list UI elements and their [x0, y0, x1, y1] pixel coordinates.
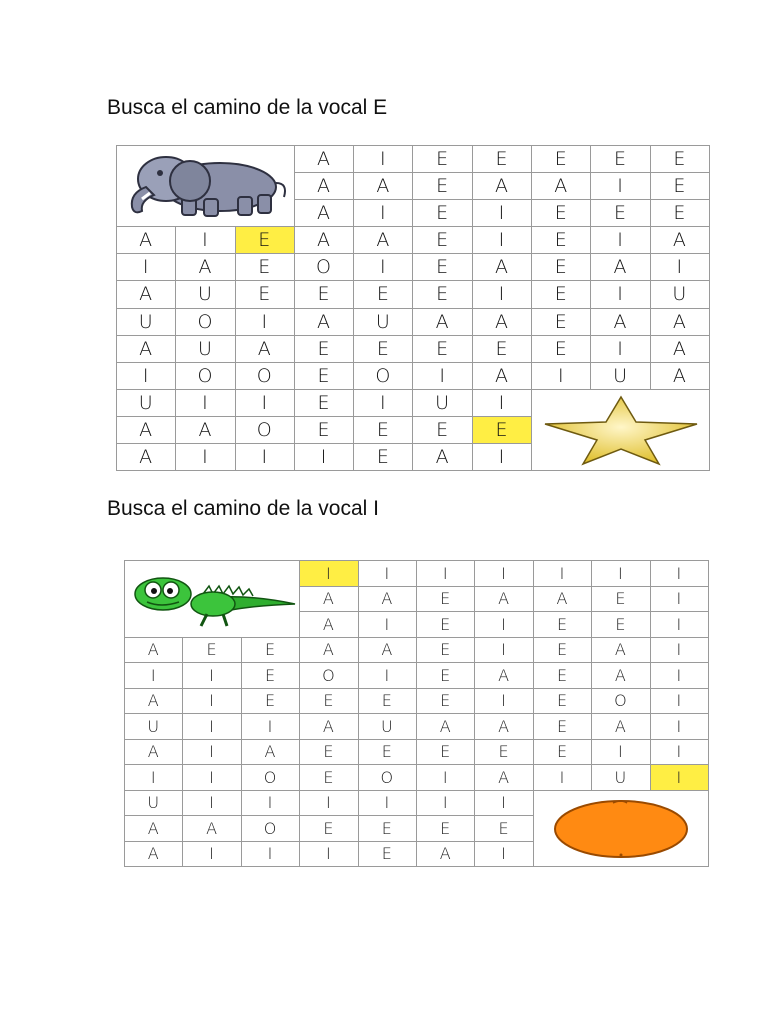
letter-cell: A [117, 417, 176, 444]
letter-cell: I [651, 638, 709, 664]
letter-cell: E [359, 740, 417, 766]
letter-cell: I [591, 281, 650, 308]
letter-cell: A [417, 714, 475, 740]
letter-cell: I [473, 444, 532, 471]
letter-cell: I [473, 281, 532, 308]
letter-cell: A [417, 842, 475, 868]
letter-cell: I [236, 390, 295, 417]
letter-cell: E [417, 638, 475, 664]
letter-cell: I [651, 587, 709, 613]
letter-cell: E [475, 816, 533, 842]
letter-cell: A [473, 254, 532, 281]
letter-cell: A [295, 227, 354, 254]
letter-cell: E [417, 689, 475, 715]
picture-star [532, 390, 710, 471]
highlighted-letter-cell: E [473, 417, 532, 444]
letter-cell: E [592, 587, 650, 613]
letter-cell: I [125, 663, 183, 689]
letter-cell: I [183, 714, 241, 740]
letter-cell: A [176, 417, 235, 444]
letter-cell: A [651, 227, 710, 254]
letter-cell: U [359, 714, 417, 740]
letter-cell: A [125, 842, 183, 868]
letter-cell: E [354, 281, 413, 308]
letter-cell: A [117, 336, 176, 363]
letter-cell: E [651, 146, 710, 173]
letter-cell: I [242, 842, 300, 868]
letter-cell: I [183, 842, 241, 868]
letter-cell: E [300, 816, 358, 842]
letter-cell: O [236, 417, 295, 444]
letter-cell: E [183, 638, 241, 664]
letter-cell: I [354, 200, 413, 227]
letter-cell: A [295, 309, 354, 336]
letter-cell: I [473, 200, 532, 227]
letter-cell: E [475, 740, 533, 766]
letter-cell: E [413, 227, 472, 254]
iguana-icon [127, 570, 297, 628]
letter-cell: E [300, 740, 358, 766]
letter-cell: O [359, 765, 417, 791]
letter-cell: I [592, 561, 650, 587]
letter-cell: O [295, 254, 354, 281]
letter-cell: O [592, 689, 650, 715]
letter-cell: I [359, 561, 417, 587]
letter-cell: E [295, 281, 354, 308]
letter-cell: E [532, 227, 591, 254]
letter-cell: I [183, 663, 241, 689]
letter-cell: A [125, 689, 183, 715]
letter-cell: I [417, 561, 475, 587]
letter-cell: I [300, 791, 358, 817]
letter-cell: U [354, 309, 413, 336]
letter-cell: I [183, 765, 241, 791]
letter-cell: A [591, 309, 650, 336]
letter-cell: A [242, 740, 300, 766]
letter-cell: A [236, 336, 295, 363]
letter-cell: I [176, 444, 235, 471]
letter-cell: A [125, 638, 183, 664]
letter-cell: I [300, 842, 358, 868]
letter-cell: A [591, 254, 650, 281]
letter-cell: E [236, 254, 295, 281]
letter-cell: A [359, 638, 417, 664]
letter-cell: A [532, 173, 591, 200]
letter-cell: I [242, 791, 300, 817]
letter-grid-i [124, 560, 709, 867]
letter-cell: E [532, 336, 591, 363]
letter-cell: E [300, 765, 358, 791]
letter-cell: I [236, 444, 295, 471]
letter-cell: E [359, 842, 417, 868]
letter-cell: I [651, 663, 709, 689]
letter-cell: I [651, 561, 709, 587]
letter-cell: E [413, 281, 472, 308]
letter-cell: A [592, 638, 650, 664]
letter-cell: A [295, 173, 354, 200]
letter-cell: I [651, 714, 709, 740]
letter-cell: A [300, 612, 358, 638]
letter-cell: E [359, 689, 417, 715]
letter-cell: E [534, 663, 592, 689]
letter-cell: E [534, 714, 592, 740]
letter-cell: A [651, 363, 710, 390]
letter-cell: I [359, 663, 417, 689]
letter-cell: U [176, 281, 235, 308]
letter-cell: E [534, 689, 592, 715]
letter-cell: I [475, 638, 533, 664]
letter-cell: E [532, 281, 591, 308]
letter-cell: E [242, 638, 300, 664]
letter-cell: I [651, 740, 709, 766]
letter-cell: I [117, 363, 176, 390]
letter-cell: I [651, 254, 710, 281]
letter-cell: I [473, 390, 532, 417]
picture-orange [534, 791, 709, 868]
letter-cell: A [534, 587, 592, 613]
letter-cell: O [176, 309, 235, 336]
picture-elephant [117, 146, 295, 227]
letter-cell: A [183, 816, 241, 842]
letter-cell: E [473, 146, 532, 173]
letter-cell: A [413, 309, 472, 336]
letter-cell: I [183, 689, 241, 715]
letter-cell: I [417, 791, 475, 817]
letter-cell: I [236, 309, 295, 336]
letter-cell: A [300, 714, 358, 740]
letter-cell: E [417, 612, 475, 638]
letter-cell: E [417, 587, 475, 613]
letter-cell: A [473, 309, 532, 336]
letter-cell: E [413, 336, 472, 363]
letter-cell: U [125, 791, 183, 817]
letter-cell: O [242, 816, 300, 842]
letter-cell: A [354, 227, 413, 254]
letter-cell: U [117, 390, 176, 417]
letter-cell: E [532, 200, 591, 227]
letter-cell: E [413, 200, 472, 227]
letter-cell: I [413, 363, 472, 390]
letter-cell: I [534, 765, 592, 791]
letter-cell: U [651, 281, 710, 308]
letter-cell: A [295, 146, 354, 173]
letter-cell: E [651, 173, 710, 200]
letter-cell: I [475, 791, 533, 817]
letter-cell: A [125, 740, 183, 766]
letter-cell: E [534, 638, 592, 664]
letter-cell: E [354, 417, 413, 444]
letter-cell: I [475, 842, 533, 868]
letter-cell: A [125, 816, 183, 842]
letter-cell: I [475, 612, 533, 638]
letter-cell: U [591, 363, 650, 390]
letter-cell: O [300, 663, 358, 689]
letter-cell: E [300, 689, 358, 715]
picture-iguana [125, 561, 300, 638]
letter-cell: E [532, 309, 591, 336]
letter-cell: A [592, 663, 650, 689]
letter-cell: I [354, 146, 413, 173]
letter-cell: E [534, 612, 592, 638]
letter-cell: A [359, 587, 417, 613]
letter-cell: I [534, 561, 592, 587]
letter-cell: I [176, 227, 235, 254]
letter-cell: E [354, 336, 413, 363]
letter-cell: U [413, 390, 472, 417]
letter-cell: I [651, 689, 709, 715]
letter-cell: E [591, 146, 650, 173]
heading-vowel-e: Busca el camino de la vocal E [107, 96, 388, 119]
letter-cell: I [117, 254, 176, 281]
letter-cell: A [295, 200, 354, 227]
letter-cell: I [475, 689, 533, 715]
letter-cell: E [295, 417, 354, 444]
letter-cell: E [295, 390, 354, 417]
letter-cell: A [651, 309, 710, 336]
letter-cell: A [475, 714, 533, 740]
letter-cell: U [125, 714, 183, 740]
letter-cell: E [413, 173, 472, 200]
letter-cell: I [183, 791, 241, 817]
letter-cell: I [183, 740, 241, 766]
letter-cell: E [417, 816, 475, 842]
letter-cell: U [592, 765, 650, 791]
letter-cell: I [176, 390, 235, 417]
letter-cell: A [475, 663, 533, 689]
letter-cell: I [591, 336, 650, 363]
letter-cell: E [534, 740, 592, 766]
letter-cell: E [473, 336, 532, 363]
letter-cell: O [176, 363, 235, 390]
letter-cell: A [473, 173, 532, 200]
letter-cell: I [591, 227, 650, 254]
letter-cell: E [242, 663, 300, 689]
letter-cell: A [592, 714, 650, 740]
letter-cell: O [242, 765, 300, 791]
letter-cell: I [473, 227, 532, 254]
letter-cell: I [591, 173, 650, 200]
letter-cell: A [300, 587, 358, 613]
letter-cell: I [359, 612, 417, 638]
letter-cell: I [295, 444, 354, 471]
letter-cell: I [125, 765, 183, 791]
letter-cell: E [413, 417, 472, 444]
letter-cell: I [359, 791, 417, 817]
letter-cell: O [236, 363, 295, 390]
letter-grid-e [116, 145, 710, 471]
letter-cell: A [473, 363, 532, 390]
letter-cell: E [592, 612, 650, 638]
letter-cell: I [592, 740, 650, 766]
elephant-icon [120, 153, 290, 219]
letter-cell: U [176, 336, 235, 363]
letter-cell: E [354, 444, 413, 471]
letter-cell: I [651, 612, 709, 638]
letter-cell: E [413, 146, 472, 173]
letter-cell: A [354, 173, 413, 200]
letter-cell: A [117, 444, 176, 471]
letter-cell: A [651, 336, 710, 363]
letter-cell: I [242, 714, 300, 740]
letter-cell: A [475, 587, 533, 613]
letter-cell: A [475, 765, 533, 791]
letter-cell: E [417, 740, 475, 766]
letter-cell: I [475, 561, 533, 587]
orange-icon [551, 797, 691, 859]
letter-cell: E [295, 363, 354, 390]
letter-cell: E [242, 689, 300, 715]
letter-cell: A [176, 254, 235, 281]
heading-vowel-i: Busca el camino de la vocal I [107, 497, 379, 520]
letter-cell: I [417, 765, 475, 791]
highlighted-letter-cell: I [651, 765, 709, 791]
letter-cell: E [417, 663, 475, 689]
letter-cell: E [236, 281, 295, 308]
letter-cell: E [591, 200, 650, 227]
letter-cell: O [354, 363, 413, 390]
star-icon [541, 394, 701, 466]
letter-cell: U [117, 309, 176, 336]
letter-cell: E [651, 200, 710, 227]
letter-cell: I [354, 254, 413, 281]
letter-cell: I [532, 363, 591, 390]
highlighted-letter-cell: E [236, 227, 295, 254]
letter-cell: A [300, 638, 358, 664]
letter-cell: A [117, 281, 176, 308]
letter-cell: E [295, 336, 354, 363]
letter-cell: A [117, 227, 176, 254]
letter-cell: E [359, 816, 417, 842]
highlighted-letter-cell: I [300, 561, 358, 587]
letter-cell: A [413, 444, 472, 471]
letter-cell: E [532, 254, 591, 281]
letter-cell: E [532, 146, 591, 173]
letter-cell: E [413, 254, 472, 281]
letter-cell: I [354, 390, 413, 417]
